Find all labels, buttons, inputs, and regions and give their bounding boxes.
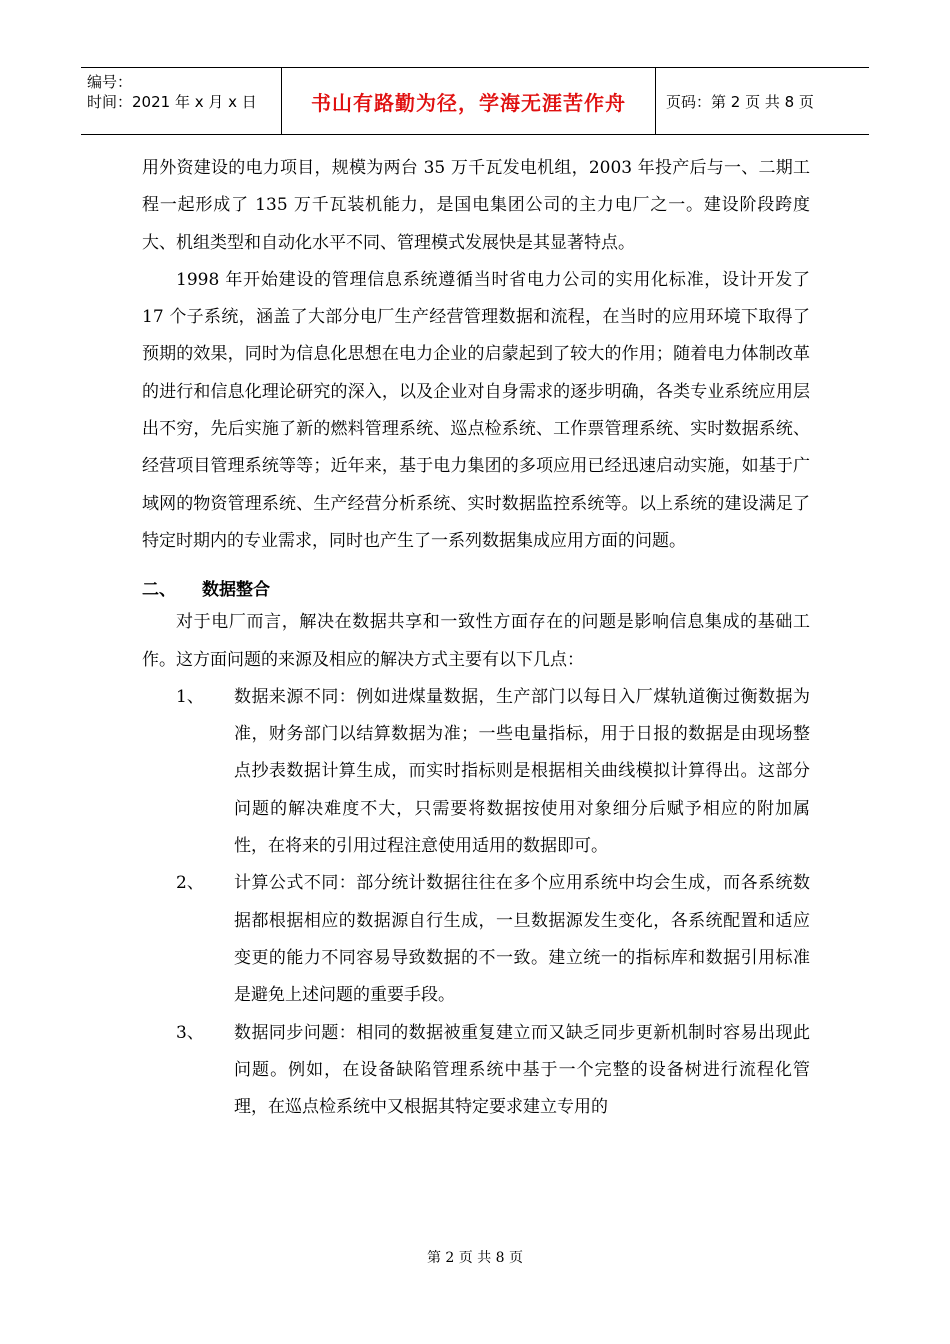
document-time-label: 时间：2021 年 x 月 x 日 <box>87 93 257 111</box>
page-footer: 第 2 页 共 8 页 <box>426 1250 524 1266</box>
section-title: 数据整合 <box>202 580 270 601</box>
list-item <box>142 865 810 1014</box>
list-item-number: 3、 <box>176 1022 204 1043</box>
header-page-info: 页码：第 2 页 共 8 页 <box>666 92 814 111</box>
body-paragraph-2: 1998 年开始建设的管理信息系统遵循当时省电力公司的实用化标准，设计开发了 17 个子系统，涵盖了大部分电厂生产经营管理数据和流程，在当时的应用环境下取得了预期的效果，同时为信息化思想在电力企业的启蒙起到了较大的作用；随着电力体制改革的进行和信息化理论研究的深入，以及企业对自身需求的逐步明确，各类专业系统应用层出不穷，先后实施了新的燃料管理系统、巡点检系统、工作票管理系统、实时数据系统、经营项目管理系统等等；近年来，基于电力集团的多项应用已经迅速启动实施，如基于广域网的物资管理系统、生产经营分析系统、实时数据监控系统等。以上系统的建设满足了特定时期内的专业需求，同时也产生了一系列数据集成应用方面的问题。 <box>142 269 810 551</box>
document-body <box>142 150 810 1126</box>
list-item-number: 2、 <box>176 873 204 894</box>
list-item-number: 1、 <box>176 686 204 707</box>
body-paragraph-3: 对于电厂而言，解决在数据共享和一致性方面存在的问题是影响信息集成的基础工作。这方面问题的来源及相应的解决方式主要有以下几点： <box>142 612 810 670</box>
body-paragraph-1: 用外资建设的电力项目，规模为两台 35 万千瓦发电机组，2003 年投产后与一、二期工程一起形成了 135 万千瓦装机能力，是国电集团公司的主力电厂之一。建设阶段跨度大、机组类型和自动化水平不同、管理模式发展快是其显著特点。 <box>142 158 810 253</box>
section-number: 二、 <box>142 580 176 601</box>
header-motto: 书山有路勤为径，学海无涯苦作舟 <box>282 68 656 134</box>
list-item-text: 数据同步问题：相同的数据被重复建立而又缺乏同步更新机制时容易出现此问题。例如，在设备缺陷管理系统中基于一个完整的设备树进行流程化管理，在巡点检系统中又根据其特定要求建立专用的 <box>234 1022 810 1118</box>
page-header <box>81 67 869 135</box>
header-meta <box>81 68 282 134</box>
list-item <box>142 1015 810 1127</box>
list-item-text: 数据来源不同：例如进煤量数据，生产部门以每日入厂煤轨道衡过衡数据为准，财务部门以结算数据为准；一些电量指标，用于日报的数据是由现场整点抄表数据计算生成，而实时指标则是根据相关曲线模拟计算得出。这部分问题的解决难度不大，只需要将数据按使用对象细分后赋予相应的附加属性，在将来的引用过程注意使用适用的数据即可。 <box>234 686 810 857</box>
list-item-text: 计算公式不同：部分统计数据往往在多个应用系统中均会生成，而各系统数据都根据相应的数据源自行生成，一旦数据源发生变化，各系统配置和适应变更的能力不同容易导致数据的不一致。建立统一的指标库和数据引用标准是避免上述问题的重要手段。 <box>234 873 810 1006</box>
document-number-label: 编号： <box>87 73 133 91</box>
list-item <box>142 679 810 865</box>
section-heading <box>142 576 810 604</box>
